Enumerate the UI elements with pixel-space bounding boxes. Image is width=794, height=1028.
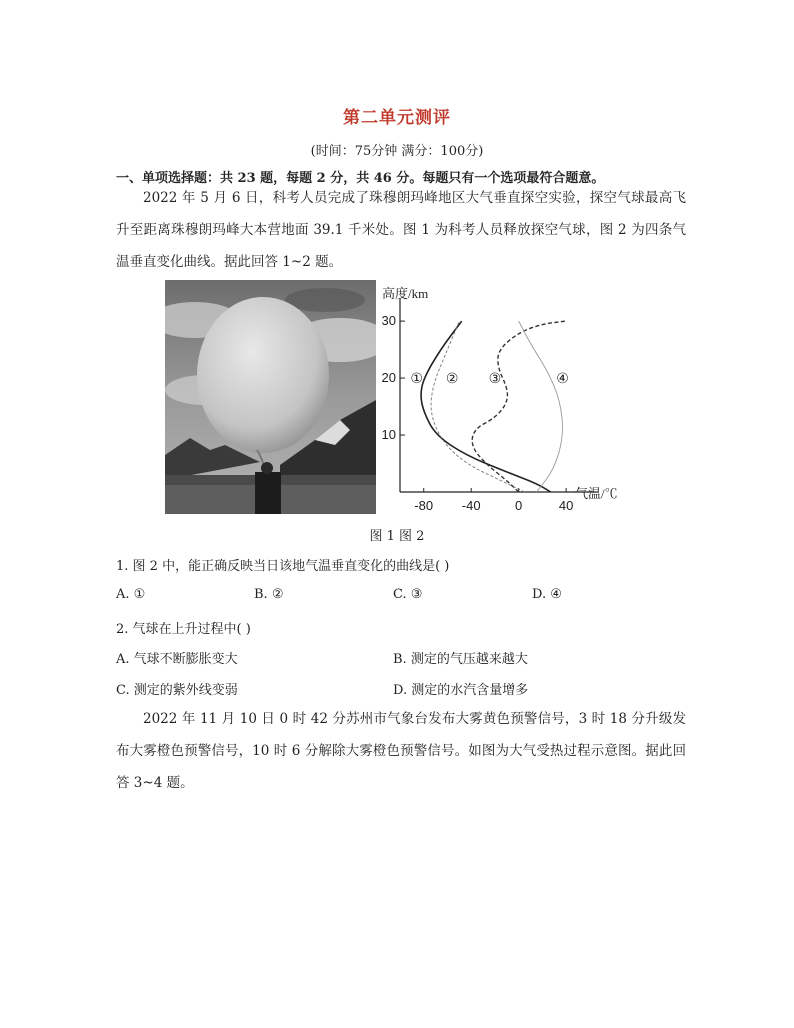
intro-paragraph-1: 2022 年 5 月 6 日，科考人员完成了珠穆朗玛峰地区大气垂直探空实验，探空气球最高飞升至距离珠穆朗玛峰大本营地面 39.1 千米处。图 1 为科考人员释放探空气球，图 2 为四条气温垂直变化曲线。据此回答 1~2 题。 xyxy=(116,190,686,270)
series-line-4 xyxy=(519,321,563,492)
section-heading: 一、单项选择题：共 23 题，每题 2 分，共 46 分。每题只有一个选项最符合题意。 xyxy=(116,171,605,186)
x-tick-label: 0 xyxy=(515,498,523,513)
y-tick-label: 30 xyxy=(381,313,396,329)
y-tick-label: 20 xyxy=(381,370,396,386)
y-axis-label: 高度/km xyxy=(382,286,429,301)
question-1: 1. 图 2 中，能正确反映当日该地气温垂直变化的曲线是( ) xyxy=(116,559,450,574)
figure-caption: 图 1 图 2 xyxy=(369,529,425,544)
q2-option-a: A. 气球不断膨胀变大 xyxy=(116,652,238,667)
series-label-4: ④ xyxy=(556,371,569,388)
exam-info: (时间：75分钟 满分：100分) xyxy=(310,144,484,159)
series-line-2 xyxy=(431,321,525,492)
question-2: 2. 气球在上升过程中( ) xyxy=(116,622,251,637)
y-tick-label: 10 xyxy=(381,427,396,443)
q2-option-b: B. 测定的气压越来越大 xyxy=(393,652,528,667)
q1-option-c: C. ③ xyxy=(393,587,423,602)
series-label-1: ① xyxy=(410,371,423,388)
series-line-3 xyxy=(472,321,566,492)
x-tick-label: -80 xyxy=(414,498,434,513)
intro-paragraph-2: 2022 年 11 月 10 日 0 时 42 分苏州市气象台发布大雾黄色预警信号，3 时 18 分升级发布大雾橙色预警信号，10 时 6 分解除大雾橙色预警信号。如图为大气受热过程示意图。据此回答 3~4 题。 xyxy=(116,711,686,791)
q1-option-b: B. ② xyxy=(254,587,284,602)
x-tick-label: 40 xyxy=(558,498,574,513)
q1-option-d: D. ④ xyxy=(532,587,562,602)
q2-option-c: C. 测定的紫外线变弱 xyxy=(116,683,238,698)
x-tick-label: -40 xyxy=(461,498,481,513)
balloon-photo xyxy=(165,280,376,514)
series-label-3: ③ xyxy=(488,371,502,388)
x-axis-label: 气温/℃ xyxy=(575,486,618,501)
series-line-1 xyxy=(421,321,551,492)
q2-option-d: D. 测定的水汽含量增多 xyxy=(393,683,529,698)
document-title: 第二单元测评 xyxy=(343,108,451,128)
temperature-altitude-chart xyxy=(376,280,638,514)
q1-option-a: A. ① xyxy=(116,587,146,602)
series-label-2: ② xyxy=(445,371,459,388)
